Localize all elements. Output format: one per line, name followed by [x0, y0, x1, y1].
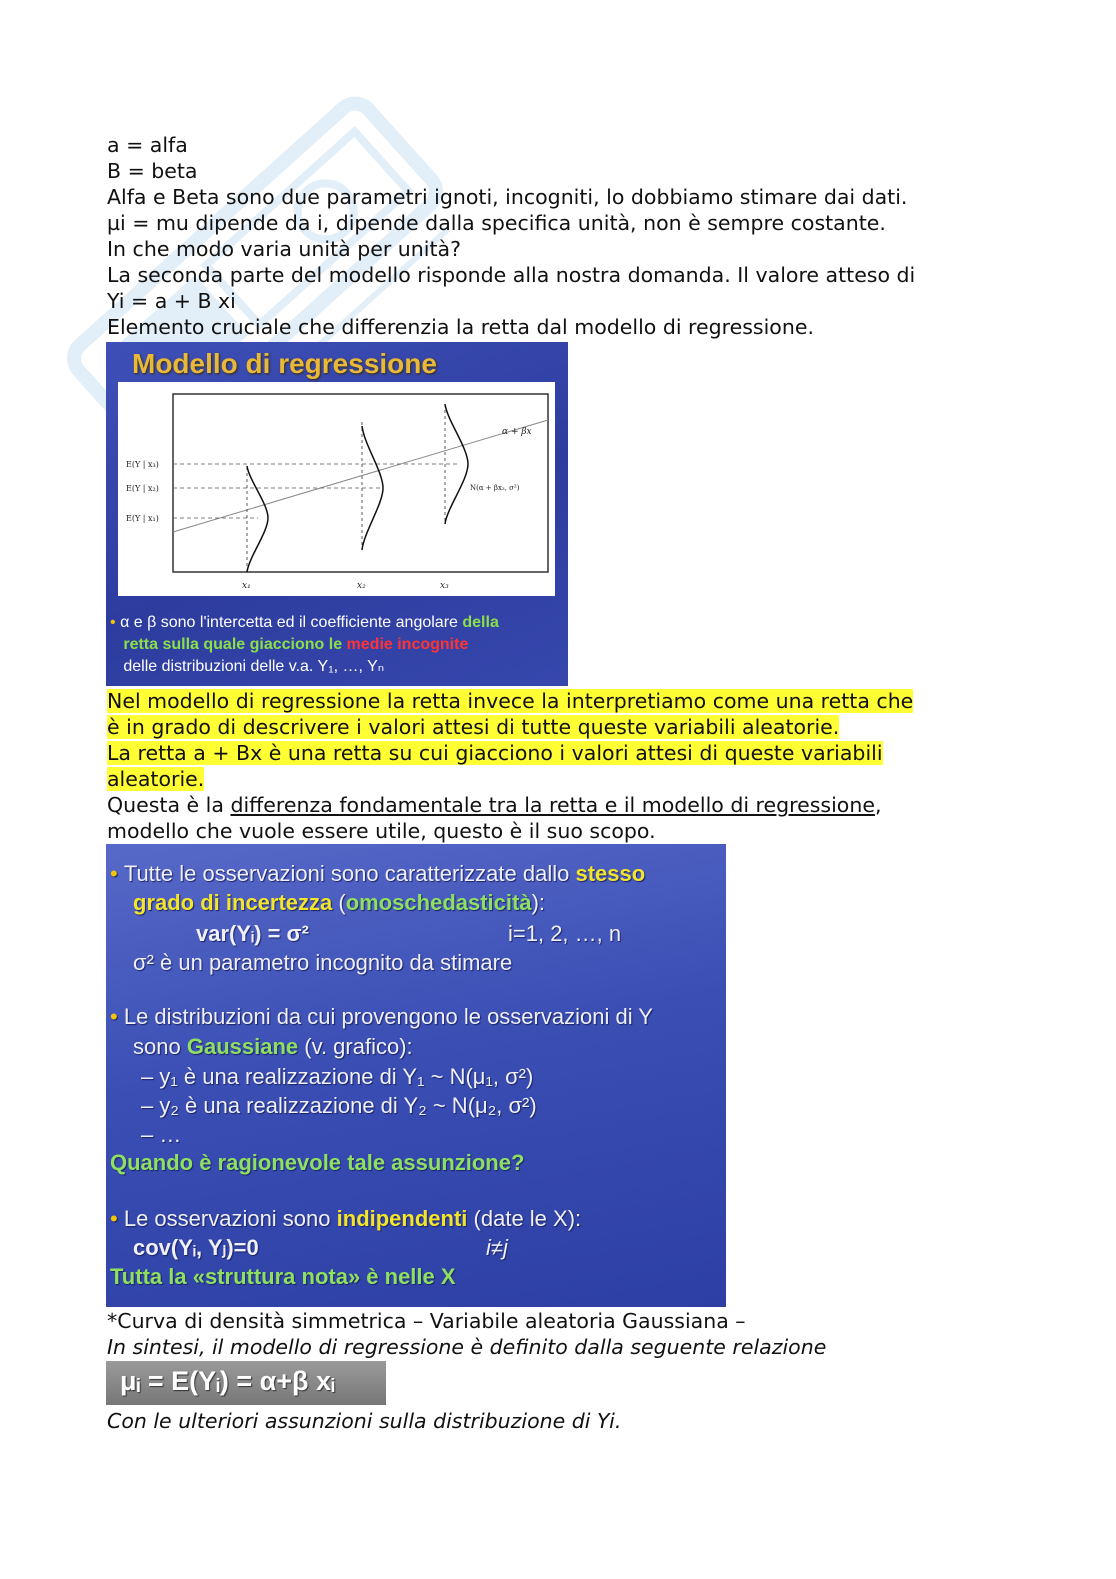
slide1-bullet: • α e β sono l'intercetta ed il coefficiente angolare della retta sulla quale giacciono le medie incognite delle distribuzioni delle v.a. Y₁, …, Yₙ	[110, 614, 499, 675]
s2-line12: cov(Yᵢ, Yⱼ)=0	[133, 1235, 259, 1260]
text-highlight-4: aleatorie.	[107, 767, 205, 791]
formula-image	[106, 1361, 386, 1405]
text-scopo: modello che vuole essere utile, questo è il suo scopo.	[107, 819, 656, 843]
text-highlight-2: è in grado di descrivere i valori attesi di tutte queste variabili aleatorie.	[107, 715, 840, 739]
bullet-icon: •	[110, 614, 116, 631]
text-differenza: Questa è la differenza fondamentale tra la retta e il modello di regressione,	[107, 793, 882, 817]
s2-line3b: i=1, 2, …, n	[508, 921, 622, 946]
s2-line7: – y₁ è una realizzazione di Y₁ ~ N(μ₁, σ²)	[141, 1064, 534, 1089]
xlabel-x3: x₃	[440, 581, 449, 591]
xlabel-x1: x₁	[242, 581, 251, 591]
xlabel-x2: x₂	[357, 581, 366, 591]
s2-line2: grado di incertezza (omoschedasticità):	[133, 890, 546, 915]
s2-line12b: i≠j	[486, 1235, 508, 1260]
text-a-alfa: a = alfa	[107, 133, 188, 157]
text-highlight-3: La retta a + Bx è una retta su cui giacciono i valori attesi di queste variabili	[107, 741, 883, 765]
ylabel-x2: E(Y | x₂)	[126, 484, 159, 493]
formula-text: μᵢ = E(Yᵢ) = α+β xᵢ	[120, 1366, 335, 1396]
slide-modello-regressione	[106, 342, 568, 686]
slide-title: Modello di regressione	[132, 348, 437, 379]
text-elemento-cruciale: Elemento cruciale che differenzia la retta dal modello di regressione.	[107, 315, 814, 339]
s2-line11: • Le osservazioni sono indipendenti (date le X):	[110, 1206, 582, 1231]
s2-line6: sono Gaussiane (v. grafico):	[133, 1034, 413, 1059]
ylabel-x1: E(Y | x₁)	[126, 514, 159, 523]
s2-line1: • Tutte le osservazioni sono caratterizzate dallo stesso	[110, 861, 646, 886]
dist-label: N(α + βx₃, σ²)	[470, 484, 520, 492]
regression-plot	[118, 382, 555, 596]
s2-line8: – y₂ è una realizzazione di Y₂ ~ N(μ₂, σ²)	[141, 1093, 537, 1118]
line-label: α + βx	[502, 427, 532, 437]
ylabel-x3: E(Y | x₃)	[126, 460, 159, 469]
text-yi-formula: Yi = a + B xi	[107, 289, 236, 313]
s2-line10: Quando è ragionevole tale assunzione?	[110, 1150, 525, 1175]
text-b-beta: B = beta	[107, 159, 198, 183]
s2-line4: σ² è un parametro incognito da stimare	[133, 950, 513, 975]
text-ulteriori-assunzioni: Con le ulteriori assunzioni sulla distribuzione di Yi.	[107, 1409, 622, 1433]
s2-line9: – …	[141, 1122, 182, 1147]
slide-assunzioni	[106, 844, 726, 1307]
s2-line13: Tutta la «struttura nota» è nelle X	[110, 1264, 456, 1289]
text-highlight-1: Nel modello di regressione la retta invece la interpretiamo come una retta che	[107, 689, 914, 713]
text-in-sintesi: In sintesi, il modello di regressione è definito dalla seguente relazione	[107, 1335, 827, 1359]
s2-line3: var(Yᵢ) = σ²	[196, 921, 309, 946]
text-seconda-parte: La seconda parte del modello risponde alla nostra domanda. Il valore atteso di	[107, 263, 916, 287]
text-curva-densita: *Curva di densità simmetrica – Variabile aleatoria Gaussiana –	[107, 1309, 746, 1333]
s2-line5: • Le distribuzioni da cui provengono le osservazioni di Y	[110, 1004, 653, 1029]
text-mu: µi = mu dipende da i, dipende dalla specifica unità, non è sempre costante.	[107, 211, 886, 235]
text-domanda: In che modo varia unità per unità?	[107, 237, 461, 261]
text-parametri: Alfa e Beta sono due parametri ignoti, incogniti, lo dobbiamo stimare dai dati.	[107, 185, 908, 209]
